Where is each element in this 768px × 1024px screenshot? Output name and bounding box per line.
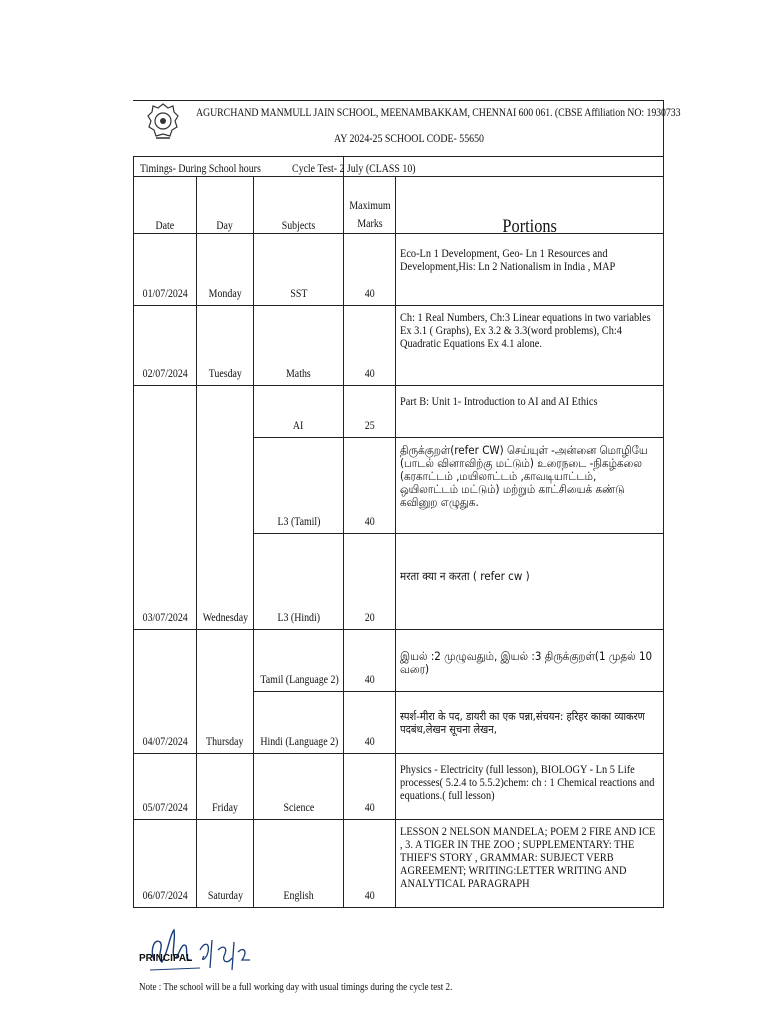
marks-cell: 40	[344, 692, 396, 754]
cycle-test-label: Cycle Test- 2 July (CLASS 10)	[344, 157, 664, 177]
schedule-table	[133, 156, 664, 908]
subject-cell: Science	[254, 754, 344, 820]
marks-cell: 40	[344, 438, 396, 534]
portion-cell: मरता क्या न करता ( refer cw )	[396, 534, 664, 630]
portion-cell: Part B: Unit 1- Introduction to AI and AI Ethics	[396, 386, 664, 438]
table-row	[134, 306, 664, 386]
day-cell: Monday	[197, 234, 254, 306]
marks-cell: 20	[344, 534, 396, 630]
day-cell: Wednesday	[197, 386, 254, 630]
subject-cell: Hindi (Language 2)	[254, 692, 344, 754]
date-cell: 04/07/2024	[134, 630, 197, 754]
date-cell: 01/07/2024	[134, 234, 197, 306]
date-cell: 03/07/2024	[134, 386, 197, 630]
marks-cell: 25	[344, 386, 396, 438]
subject-cell: Maths	[254, 306, 344, 386]
col-header-date: Date	[134, 177, 197, 234]
marks-cell: 40	[344, 234, 396, 306]
meta-row	[134, 157, 664, 177]
date-cell: 05/07/2024	[134, 754, 197, 820]
timings-label: Timings- During School hours	[134, 157, 344, 177]
table-row	[134, 820, 664, 908]
day-cell: Tuesday	[197, 306, 254, 386]
table-row	[134, 234, 664, 306]
principal-signature	[140, 912, 260, 982]
date-cell: 06/07/2024	[134, 820, 197, 908]
subject-cell: English	[254, 820, 344, 908]
col-header-max-marks: Maximum Marks	[344, 177, 396, 234]
day-cell: Saturday	[197, 820, 254, 908]
col-header-subjects: Subjects	[254, 177, 344, 234]
table-row	[134, 630, 664, 692]
portion-cell: स्पर्श-मीरा के पद, डायरी का एक पन्ना,संचयन: हरिहर काका व्याकरण पदबंध,लेखन सूचना लेखन,	[396, 692, 664, 754]
marks-cell: 40	[344, 306, 396, 386]
principal-label: PRINCIPAL	[139, 953, 193, 964]
portion-cell: இயல் :2 முழுவதும், இயல் :3 திருக்குறள்(1 முதல் 10 வரை)	[396, 630, 664, 692]
portion-cell: Eco-Ln 1 Development, Geo- Ln 1 Resources and Development,His: Ln 2 Nationalism in India , MAP	[396, 234, 664, 306]
marks-cell: 40	[344, 630, 396, 692]
col-header-day: Day	[197, 177, 254, 234]
portion-cell: திருக்குறள்(refer CW) செய்யுள் -அன்னை மொழியே (பாடல் வினாவிற்கு மட்டும்) உரைநடை -நிகழ்கலை (கரகாட்டம் ,மயிலாட்டம் ,காவடியாட்டம், ஒயிலாட்டம் மட்டும்) மற்றும் காட்சியைக் கண்டு கவினுற எழுதுக.	[396, 438, 664, 534]
subject-cell: SST	[254, 234, 344, 306]
day-cell: Thursday	[197, 630, 254, 754]
footer-note: Note : The school will be a full working day with usual timings during the cycle test 2.	[139, 982, 453, 993]
academic-year-code: AY 2024-25 SCHOOL CODE- 55650	[334, 133, 485, 145]
subject-cell: L3 (Tamil)	[254, 438, 344, 534]
marks-cell: 40	[344, 754, 396, 820]
marks-cell: 40	[344, 820, 396, 908]
subject-cell: L3 (Hindi)	[254, 534, 344, 630]
table-row	[134, 386, 664, 438]
subject-cell: Tamil (Language 2)	[254, 630, 344, 692]
portion-cell: Ch: 1 Real Numbers, Ch:3 Linear equations in two variables Ex 3.1 ( Graphs), Ex 3.2 & 3.3(word problems), Ch:4 Quadratic Equations Ex 4.1 alone.	[396, 306, 664, 386]
school-name: AGURCHAND MANMULL JAIN SCHOOL, MEENAMBAKKAM, CHENNAI 600 061. (CBSE Affiliation NO: 1930733	[196, 107, 681, 119]
portion-cell: Physics - Electricity (full lesson), BIOLOGY - Ln 5 Life processes( 5.2.4 to 5.5.2)chem: ch : 1 Chemical reactions and equations.( full lesson)	[396, 754, 664, 820]
day-cell: Friday	[197, 754, 254, 820]
portion-cell: LESSON 2 NELSON MANDELA; POEM 2 FIRE AND ICE , 3. A TIGER IN THE ZOO ; SUPPLEMENTARY: THE THIEF'S STORY , GRAMMAR: SUBJECT VERB AGREEMENT; WRITING:LETTER WRITING AND ANALYTICAL PARAGRAPH	[396, 820, 664, 908]
subject-cell: AI	[254, 386, 344, 438]
table-row	[134, 754, 664, 820]
col-header-portions: Portions	[396, 177, 664, 234]
date-cell: 02/07/2024	[134, 306, 197, 386]
header-row	[134, 177, 664, 234]
